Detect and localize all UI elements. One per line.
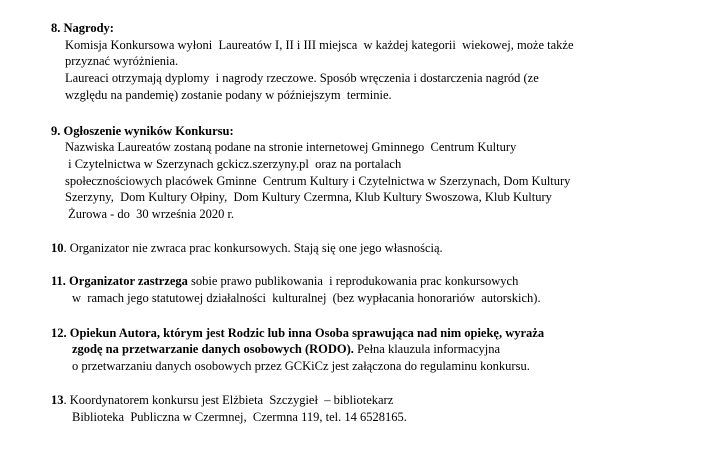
section-9-line-4: Szerzyny, Dom Kultury Ołpiny, Dom Kultury Czermna, Klub Kultury Swoszowa, Klub Kultury xyxy=(65,190,552,204)
section-10-number: 10 xyxy=(51,241,64,255)
section-13-text: . Koordynatorem konkursu jest Elżbieta Szczygieł – bibliotekarz xyxy=(63,393,394,407)
section-12-heading: 12. Opiekun Autora, którym jest Rodzic lub inna Osoba sprawująca nad nim opiekę, wyraża xyxy=(51,326,545,340)
section-9-heading: 9. Ogłoszenie wyników Konkursu: xyxy=(51,124,234,138)
section-12-rest-text: Pełna klauzula informacyjna xyxy=(353,342,501,356)
section-12-line-2 xyxy=(72,341,500,357)
section-9-line-2: i Czytelnictwa w Szerzynach gckicz.szerzyny.pl oraz na portalach xyxy=(65,157,402,171)
section-12-line-3: o przetwarzaniu danych osobowych przez GCKiCz jest załączona do regulaminu konkursu. xyxy=(72,359,530,373)
section-13-number: 13 xyxy=(51,393,64,407)
section-8-line-2: przyznać wyróżnienia. xyxy=(65,54,179,68)
section-11-heading: 11. Organizator zastrzega xyxy=(51,274,188,288)
section-8-line-4: względu na pandemię) zostanie podany w późniejszym terminie. xyxy=(65,88,392,102)
section-11-text: sobie prawo publikowania i reprodukowania prac konkursowych xyxy=(187,274,519,288)
section-10 xyxy=(51,240,443,256)
section-10-text: . Organizator nie zwraca prac konkursowych. Stają się one jego własnością. xyxy=(63,241,443,255)
section-8-heading: 8. Nagrody: xyxy=(51,21,114,35)
section-9-line-3: społecznościowych placówek Gminne Centrum Kultury i Czytelnictwa w Szerzynach, Dom Kultury xyxy=(65,174,571,188)
section-12-bold-text: zgodę na przetwarzanie danych osobowych (RODO). xyxy=(72,342,354,356)
section-8-line-1: Komisja Konkursowa wyłoni Laureatów I, II i III miejsca w każdej kategorii wiekowej, może także xyxy=(65,38,574,52)
section-11-line-1 xyxy=(51,273,518,289)
section-11-line-2: w ramach jego statutowej działalności kulturalnej (bez wypłacania honorariów autorskich). xyxy=(72,291,541,305)
section-9-line-1: Nazwiska Laureatów zostaną podane na stronie internetowej Gminnego Centrum Kultury xyxy=(65,140,517,154)
section-8-line-3: Laureaci otrzymają dyplomy i nagrody rzeczowe. Sposób wręczenia i dostarczenia nagród (ze xyxy=(65,71,539,85)
section-13-line-1 xyxy=(51,392,393,408)
section-9-line-5: Żurowa - do 30 września 2020 r. xyxy=(65,207,235,221)
section-13-line-2: Biblioteka Publiczna w Czermnej, Czermna 119, tel. 14 6528165. xyxy=(72,410,407,424)
